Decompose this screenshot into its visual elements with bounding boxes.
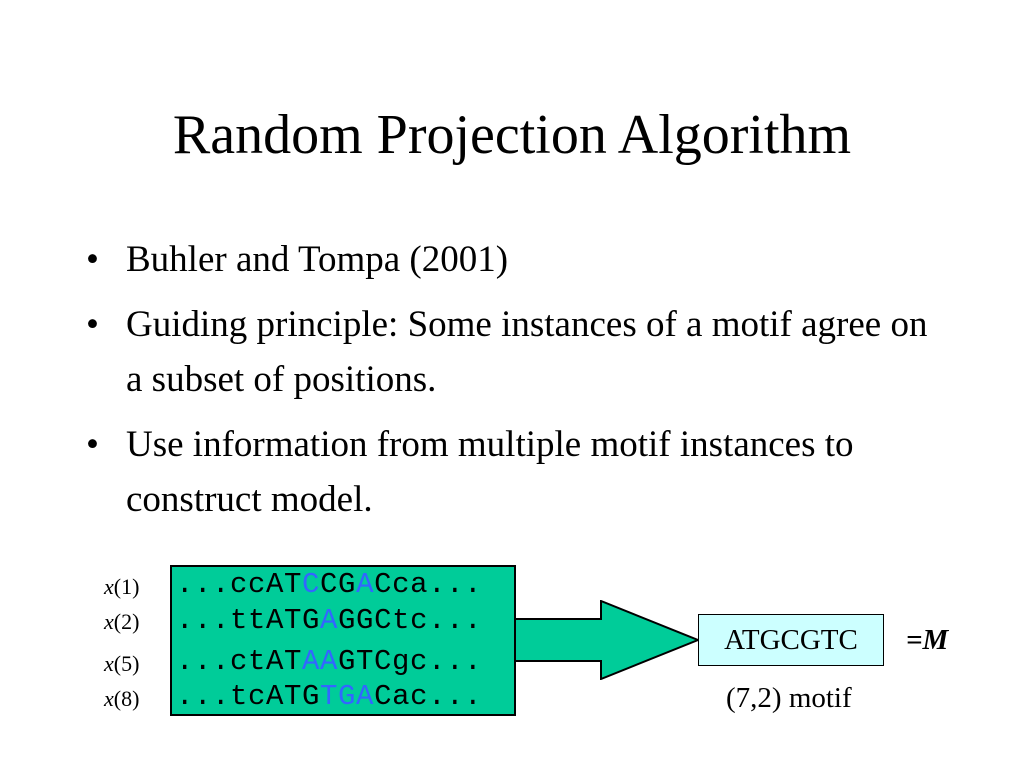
consensus-box: ATGCGTC bbox=[698, 614, 884, 666]
row-label-var: x bbox=[104, 686, 114, 711]
motif-label: (7,2) motif bbox=[726, 682, 852, 714]
sequence-segment: ...ccAT bbox=[176, 568, 303, 601]
highlighted-segment: GA bbox=[338, 680, 375, 713]
sequence-segment: GG bbox=[338, 604, 375, 637]
row-label-var: x bbox=[104, 609, 114, 634]
bullet-item bbox=[82, 417, 942, 527]
sequence-segment: ...ctAT bbox=[176, 645, 303, 678]
sequence-segment: ...ttATG bbox=[176, 604, 321, 637]
model-equals: = bbox=[906, 624, 923, 656]
bullet-text: Use information from multiple motif instances to construct model. bbox=[126, 424, 854, 520]
sequence-line bbox=[176, 680, 482, 714]
sequence-line bbox=[176, 604, 482, 638]
bullet-item bbox=[82, 297, 942, 407]
sequence-segment: GTCgc... bbox=[338, 645, 483, 678]
highlighted-segment: AA bbox=[302, 645, 339, 678]
row-label-index: (1) bbox=[113, 574, 140, 599]
sequence-segment: Cca... bbox=[374, 568, 483, 601]
row-label-var: x bbox=[104, 574, 114, 599]
model-var: M bbox=[922, 624, 949, 656]
row-label-x2 bbox=[104, 609, 166, 635]
highlighted-segment: C bbox=[302, 568, 321, 601]
slide-title: Random Projection Algorithm bbox=[172, 104, 852, 166]
highlighted-segment: A bbox=[356, 568, 375, 601]
row-label-var: x bbox=[104, 651, 114, 676]
row-label-index: (8) bbox=[113, 686, 140, 711]
highlighted-segment: T bbox=[320, 680, 339, 713]
bullet-text: Buhler and Tompa (2001) bbox=[126, 239, 509, 280]
sequence-segment: ...tcATG bbox=[176, 680, 321, 713]
bullet-text: Guiding principle: Some instances of a motif agree on a subset of positions. bbox=[126, 304, 928, 400]
sequence-line bbox=[176, 568, 482, 602]
sequence-segment: Cac... bbox=[374, 680, 483, 713]
sequence-box bbox=[170, 565, 516, 716]
sequence-segment: Ctc... bbox=[374, 604, 483, 637]
arrow-shape bbox=[515, 600, 701, 680]
bullet-dot: • bbox=[86, 304, 99, 345]
row-label-x5 bbox=[104, 651, 166, 677]
highlighted-segment: A bbox=[320, 604, 339, 637]
sequence-segment: CG bbox=[320, 568, 357, 601]
row-label-index: (2) bbox=[113, 609, 140, 634]
model-label bbox=[906, 622, 948, 658]
row-label-x1 bbox=[104, 574, 166, 600]
bullet-dot: • bbox=[86, 239, 99, 280]
row-label-x8 bbox=[104, 686, 166, 712]
bullet-list bbox=[82, 232, 942, 537]
sequence-line bbox=[176, 645, 482, 679]
bullet-dot: • bbox=[86, 424, 99, 465]
row-label-index: (5) bbox=[113, 651, 140, 676]
bullet-item bbox=[82, 232, 942, 287]
